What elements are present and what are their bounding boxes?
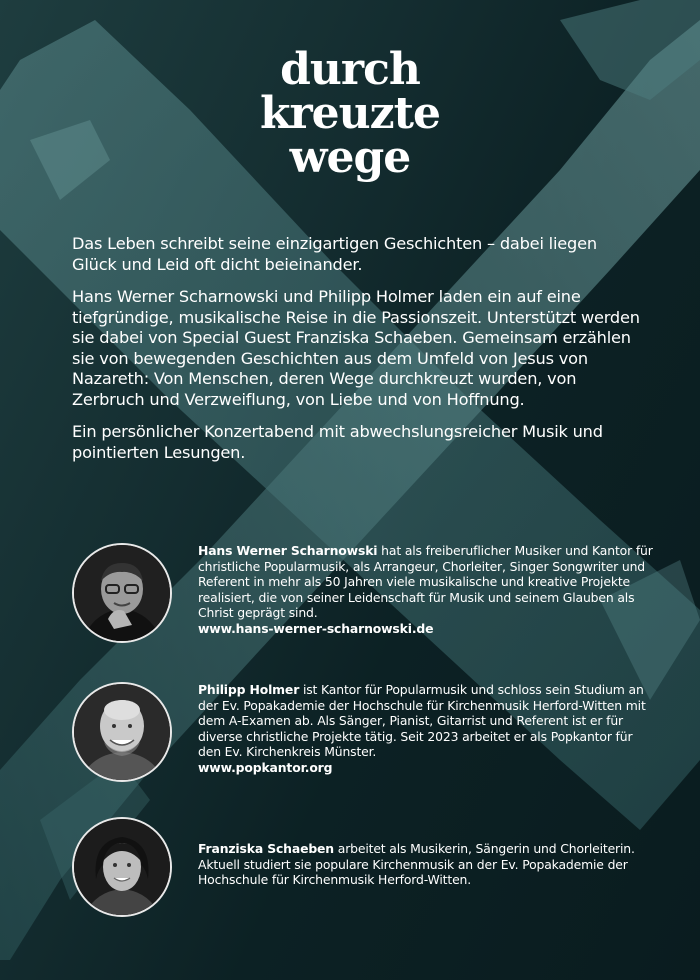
person-name: Franziska Schaeben (198, 841, 334, 856)
person-website-link[interactable]: www.popkantor.org (198, 759, 333, 775)
portrait-man-glasses-icon (74, 545, 170, 641)
person-name: Hans Werner Scharnowski (198, 543, 378, 558)
title-line-1: durch (280, 44, 420, 95)
intro-paragraph-2: Hans Werner Scharnowski und Philipp Holmer laden ein auf eine tiefgründige, musikalische Reise in die Passionszeit. Unterstützt werden sie dabei von Special Guest Franziska Schaeben. Gemeinsam erzählen sie von bewegenden Geschichten aus dem Umfeld von Jesus von Nazareth: Von Menschen, deren Wege durchkreuzt wurden, von Zerbruch und Verzweiflung, von Liebe und von Hoffnung. (72, 287, 640, 409)
person-website-link[interactable]: www.hans-werner-scharnowski.de (198, 620, 434, 636)
portrait-philipp-holmer (72, 682, 172, 782)
person-name: Philipp Holmer (198, 682, 300, 697)
flyer-title (0, 44, 700, 183)
intro-paragraph-3: Ein persönlicher Konzertabend mit abwechslungsreicher Musik und pointierten Lesungen. (72, 422, 603, 462)
bio-philipp-holmer (198, 682, 658, 776)
title-line-2: kreuzte (260, 88, 440, 139)
intro-paragraph-1: Das Leben schreibt seine einzigartigen Geschichten – dabei liegen Glück und Leid oft dicht beieinander. (72, 234, 597, 274)
portrait-franziska-schaeben (72, 817, 172, 917)
portrait-hans-werner-scharnowski (72, 543, 172, 643)
person-bio: ist Kantor für Popularmusik und schloss sein Studium an der Ev. Popakademie der Hochschule für Kirchenmusik Herford-Witten mit dem A-Examen ab. Als Sänger, Pianist, Gitarrist und Referent ist er für diverse christliche Projekte tätig. Seit 2023 arbeitet er als Popkantor für den Ev. Kirchenkreis Münster. (198, 682, 646, 760)
portrait-woman-icon (74, 819, 170, 915)
person-bio: arbeitet als Musikerin, Sängerin und Chorleiterin. Aktuell studiert sie populare Kirchenmusik an der Ev. Popakademie der Hochschule für Kirchenmusik Herford-Witten. (198, 841, 635, 888)
intro-text (72, 234, 642, 475)
portrait-bald-man-icon (74, 684, 170, 780)
person-bio: hat als freiberuflicher Musiker und Kantor für christliche Popularmusik, als Arrangeur, Chorleiter, Singer Songwriter und Referent in mehr als 50 Jahren viele musikalische und kreative Projekte realisiert, die von seiner Leidenschaft für Musik und seinem Glauben als Christ geprägt sind. (198, 543, 653, 621)
bio-hans-werner-scharnowski (198, 543, 658, 637)
bio-franziska-schaeben (198, 841, 658, 888)
title-line-3: wege (289, 132, 411, 183)
